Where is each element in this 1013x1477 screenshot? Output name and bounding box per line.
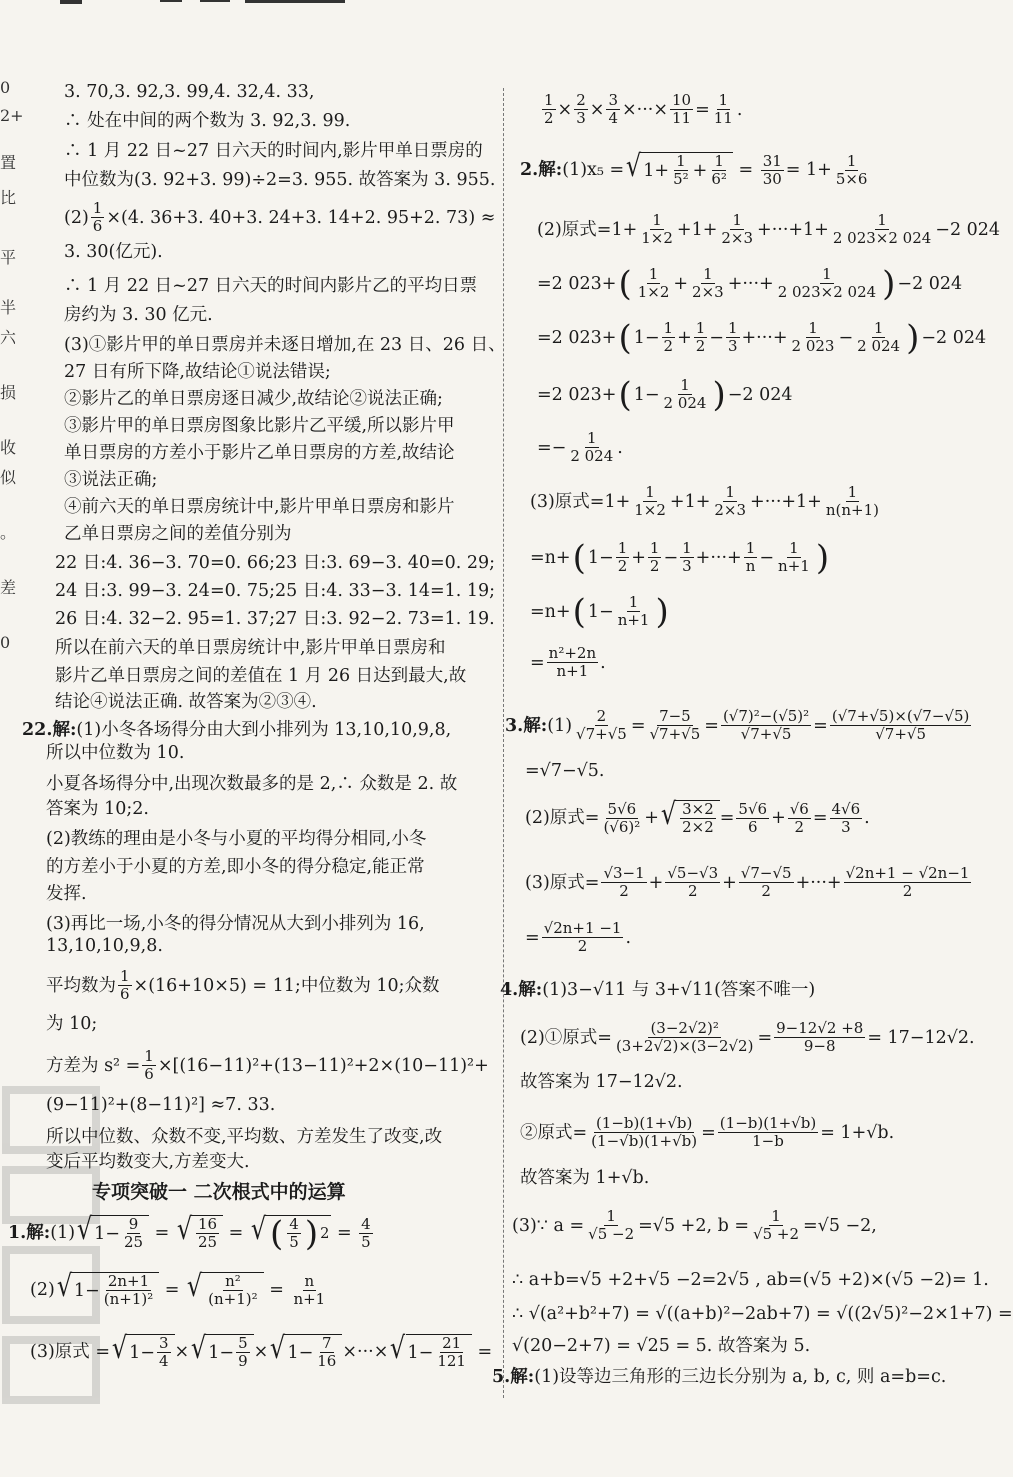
q3-line-5: = $\frac{√2n+1 -1}{2}$ . (525, 919, 632, 955)
q22-line-11: 为 10; (46, 1014, 98, 1034)
left-line-19: 26 日:4. 32−2. 95=1. 37;27 日:3. 92−2. 73=1. 19. (55, 609, 495, 629)
radical: √ 1− $\frac{9}{25}$ (75, 1215, 149, 1251)
q22-line-10: 平均数为 $\frac{1}{6}$ ×(16+10×5) = 11;中位数为 10;众数 (46, 967, 440, 1003)
q4-line-7: ∴ a+b=√5 +2+√5 −2=2√5 , ab=(√5 +2)×(√5 −2)= 1. (512, 1270, 989, 1290)
left-line-6: 3. 30(亿元). (64, 242, 163, 262)
q22-line-5: (2)教练的理由是小冬与小夏的平均得分相同,小冬 (46, 829, 427, 849)
q4-line-8: ∴ √(a²+b²+7) = √((a+b)²−2ab+7) = √((2√5)²−2×1+7) = (512, 1304, 1013, 1324)
q2-line-1: 2. 解: (1)x₅ = √ 1+ $\frac{1}{\text{5²}}$ + $\frac{1}{\text{6²}}$ = $\frac{31}{30}$ = 1+ $\frac{1}{5\times 6}$ (520, 149, 868, 188)
q22-line-1: 22. 解: (1)小冬各场得分由大到小排列为 13,10,10,9,8, (22, 720, 452, 740)
top-rule-3 (200, 0, 230, 2)
top-rule-1 (60, 0, 82, 4)
q2-line-2: (2)原式=1+ $\frac{1}{1\times 2}$ +1+ $\frac{1}{2\times 3}$ +···+1+ $\frac{1}{2 023\times 2 024}$ −2 024 (537, 211, 1001, 247)
column-separator (503, 88, 504, 1398)
fraction: $\frac{1}{6}$ (120, 967, 130, 1003)
q4-line-9: √(20−2+7) = √25 = 5. 故答案为 5. (512, 1336, 811, 1356)
q4-line-6: (3)∵ a = $\frac{1}{√5 -2}$ =√5 +2, b = $\frac{1}{√5 +2}$ =√5 −2, (512, 1207, 877, 1243)
s1-line-1: 1. 解: (1) √ 1− $\frac{9}{25}$ = √ $\frac{16}{25}$ = √ ( $\frac{4}{5}$ ) 2 = $\frac{4}{5}$ (8, 1212, 371, 1254)
left-line-10: 27 日有所下降,故结论①说法错误; (64, 362, 331, 382)
left-line-9: (3)①影片甲的单日票房并未逐日增加,在 23 日、26 日、 (64, 335, 506, 355)
left-line-20: 所以在前六天的单日票房统计中,影片甲单日票房和 (55, 638, 446, 658)
left-line-2: ∴ 处在中间的两个数为 3. 92,3. 99. (64, 111, 351, 131)
radical: √ 1− $\frac{2n+1}{\text{(n+1)²}}$ (55, 1272, 159, 1308)
q4-line-1: 4. 解: (1)3−√11 与 3+√11(答案不唯一) (500, 980, 816, 1000)
q22-line-4: 答案为 10;2. (46, 799, 149, 819)
radical: √ $\frac{\text{n²}}{\text{(n+1)²}}$ (185, 1272, 264, 1308)
radical: √ $\frac{3\times 2}{2\times 2}$ (659, 800, 720, 836)
s1-line-2: (2) √ 1− $\frac{2n+1}{\text{(n+1)²}}$ = √ $\frac{\text{n²}}{\text{(n+1)²}}$ = $\frac{n}{n+1}$ (30, 1269, 326, 1308)
left-line-17: 22 日:4. 36−3. 70=0. 66;23 日:3. 69−3. 40=0. 29; (55, 553, 496, 573)
q2-line-10: = $\frac{\text{n²+2n}}{n+1}$ . (530, 644, 606, 680)
q5-line-1: 5. 解: (1)设等边三角形的三边长分别为 a, b, c, 则 a=b=c. (492, 1367, 947, 1387)
q22-line-7: 发挥. (46, 884, 87, 904)
q22-line-12: 方差为 s² = $\frac{1}{6}$ ×[(16−11)²+(13−11)²+2×(10−11)²+ (46, 1047, 489, 1083)
q22-line-6: 的方差小于小夏的方差,即小冬的得分稳定,能正常 (46, 857, 425, 877)
left-line-15: ④前六天的单日票房统计中,影片甲单日票房和影片 (64, 497, 455, 517)
left-line-14: ③说法正确; (64, 470, 158, 490)
q22-line-14: 所以中位数、众数不变,平均数、方差发生了改变,改 (46, 1127, 443, 1147)
q4-line-3: 故答案为 17−12√2. (520, 1072, 683, 1092)
left-line-21: 影片乙单日票房之间的差值在 1 月 26 日达到最大,故 (55, 666, 467, 686)
q22-line-2: 所以中位数为 10. (46, 743, 185, 763)
q3-line-1: 3. 解: (1) $\frac{2}{√7+√5}$ = $\frac{7-5}{√7+√5}$ = $\frac{\text{(√7)²−(√5)²}}{√7+√5}$ = $\frac{(√7+√5)\times(√7-√5)}{√7+√5}$ (505, 707, 970, 743)
left-line-8: 房约为 3. 30 亿元. (64, 305, 213, 325)
question-number: 22. (22, 720, 53, 740)
q2-line-9: =n+ ( 1− $\frac{1}{n+1}$ ) (530, 591, 669, 632)
section-heading: 专项突破一 二次根式中的运算 (92, 1181, 346, 1203)
right-line-1: $\frac{1}{2}$ × $\frac{2}{3}$ × $\frac{3}{4}$ ×···× $\frac{10}{11}$ = $\frac{1}{11}$ . (544, 91, 743, 127)
top-rule-2 (160, 0, 182, 2)
left-line-5: (2) $\frac{1}{6}$ ×(4. 36+3. 40+3. 24+3. 14+2. 95+2. 73) ≈ (64, 199, 496, 235)
radical: √ 1− $\frac{3}{4}$ (110, 1334, 174, 1370)
radical: √ $\frac{16}{25}$ (175, 1215, 223, 1251)
left-line-13: 单日票房的方差小于影片乙单日票房的方差,故结论 (64, 443, 455, 463)
q2-line-6: =− $\frac{1}{2 024}$ . (537, 429, 623, 465)
q2-line-4: =2 023+ ( 1− $\frac{1}{2}$ + $\frac{1}{2}$ − $\frac{1}{3}$ +···+ $\frac{1}{2 023}$ − $\frac{1}{2 024}$ ) −2 024 (537, 317, 987, 358)
radical: √ ( $\frac{4}{5}$ ) 2 (250, 1212, 330, 1254)
left-line-3: ∴ 1 月 22 日~27 日六天的时间内,影片甲单日票房的 (64, 141, 483, 161)
q2-line-8: =n+ ( 1− $\frac{1}{2}$ + $\frac{1}{2}$ − $\frac{1}{3}$ +···+ $\frac{1}{n}$ − $\frac{1}{n+1}$ ) (530, 537, 830, 578)
q3-line-4: (3)原式= $\frac{√3-1}{2}$ + $\frac{√5-√3}{2}$ + $\frac{√7-√5}{2}$ +···+ $\frac{√2n+1 - √2n-1}{2}$ (525, 864, 970, 900)
q2-line-7: (3)原式=1+ $\frac{1}{1\times 2}$ +1+ $\frac{1}{2\times 3}$ +···+1+ $\frac{1}{n(n+1)}$ (530, 483, 879, 519)
q22-line-8: (3)再比一场,小冬的得分情况从大到小排列为 16, (46, 914, 425, 934)
left-line-11: ②影片乙的单日票房逐日减少,故结论②说法正确; (64, 389, 443, 409)
left-line-18: 24 日:3. 99−3. 24=0. 75;25 日:4. 33−3. 14=1. 19; (55, 581, 496, 601)
left-line-12: ③影片甲的单日票房图象比影片乙平缓,所以影片甲 (64, 416, 455, 436)
q22-line-9: 13,10,10,9,8. (46, 936, 163, 956)
left-line-7: ∴ 1 月 22 日~27 日六天的时间内影片乙的平均日票 (64, 276, 478, 296)
radical: √ 1− $\frac{21}{121}$ (388, 1334, 472, 1370)
fraction: $\frac{1}{6}$ (92, 199, 103, 235)
q3-line-3: (2)原式= $\frac{5√6}{\text{(√6)²}}$ + √ $\frac{3\times 2}{2\times 2}$ = $\frac{5√6}{6}$ + $\frac{√6}{2}$ = $\frac{4√6}{3}$ . (525, 797, 870, 836)
q4-line-5: 故答案为 1+√b. (520, 1168, 650, 1188)
q22-line-3: 小夏各场得分中,出现次数最多的是 2,∴ 众数是 2. 故 (46, 774, 458, 794)
top-rule-4 (245, 0, 345, 3)
q3-line-2: =√7−√5. (525, 761, 605, 781)
q4-line-2: (2)①原式= $\frac{\text{(3−2√2)²}}{(3+2√2)\times(3-2√2)}$ = $\frac{9-12√2 +8}{9-8}$ = 17−12√2. (520, 1019, 975, 1055)
radical: √ 1− $\frac{7}{16}$ (268, 1334, 342, 1370)
left-line-22: 结论④说法正确. 故答案为②③④. (55, 692, 317, 712)
left-line-4: 中位数为(3. 92+3. 99)÷2=3. 955. 故答案为 3. 955. (64, 170, 496, 190)
left-line-16: 乙单日票房之间的差值分别为 (64, 524, 292, 544)
q22-line-13: (9−11)²+(8−11)²] ≈7. 33. (46, 1095, 276, 1115)
fraction: $\frac{1}{6}$ (144, 1047, 154, 1083)
radical: √ 1− $\frac{5}{9}$ (189, 1334, 253, 1370)
s1-line-3: (3)原式 = √ 1− $\frac{3}{4}$ × √ 1− $\frac{5}{9}$ × √ 1− $\frac{7}{16}$ ×···× √ 1− $\frac{21}{121}$ = (30, 1331, 493, 1370)
q22-line-15: 变后平均数变大,方差变大. (46, 1152, 250, 1172)
q2-line-3: =2 023+ ( $\frac{1}{1\times 2}$ + $\frac{1}{2\times 3}$ +···+ $\frac{1}{2 023\times 2 024}$ ) −2 024 (537, 263, 963, 304)
left-line-1: 3. 70,3. 92,3. 99,4. 32,4. 33, (64, 82, 315, 102)
q2-line-5: =2 023+ ( 1− $\frac{1}{2 024}$ ) −2 024 (537, 374, 793, 415)
q4-line-4: ②原式= $\frac{(1-b)(1+√b)}{(1-√b)(1+√b)}$ = $\frac{(1-b)(1+√b)}{1-b}$ = 1+√b. (520, 1114, 895, 1150)
radical: √ 1+ $\frac{1}{\text{5²}}$ + $\frac{1}{\text{6²}}$ (624, 152, 733, 188)
